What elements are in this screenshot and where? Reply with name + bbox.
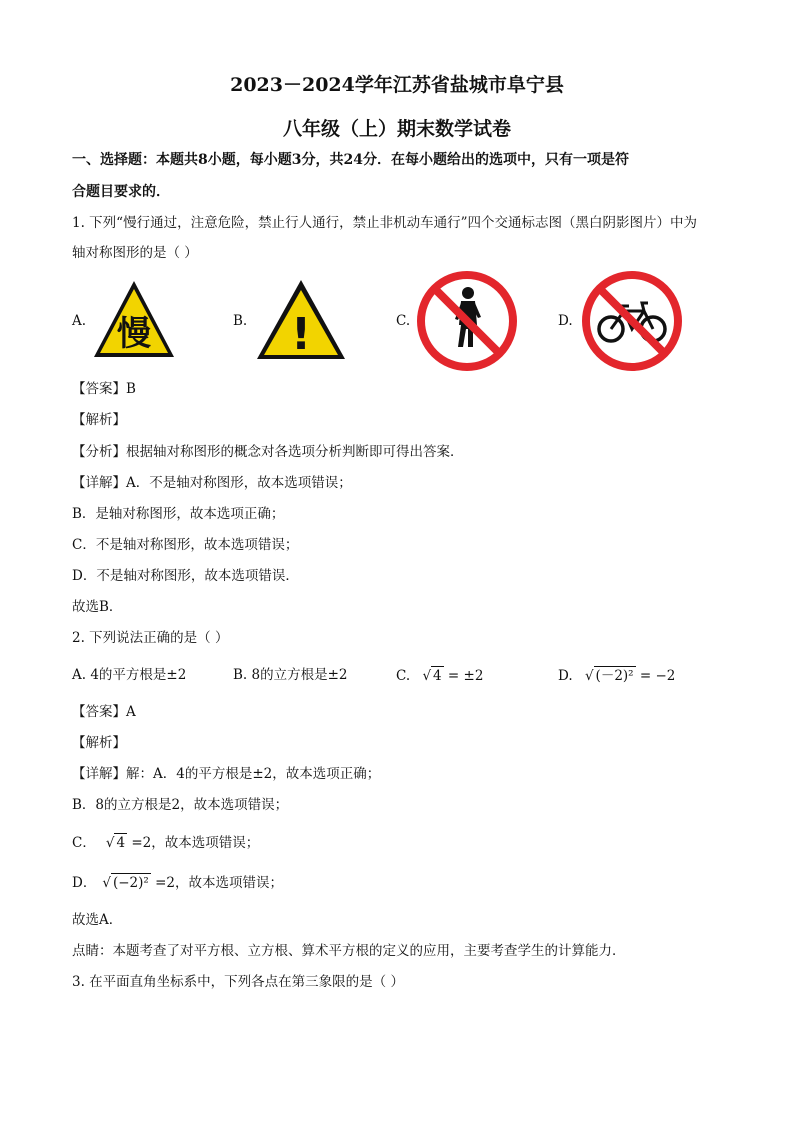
title-line-1: 2023－2024学年江苏省盐城市阜宁县 [230,74,564,96]
no-pedestrian-sign-icon [417,271,517,371]
slow-down-sign-icon [90,277,178,362]
q1-analysis-heading: 【解析】 [72,412,126,428]
q2-detail-d: D． √ (−2)² =2，故本选项错误； [72,875,283,891]
q1-detail: 【详解】A．不是轴对称图形，故本选项错误； [72,475,352,491]
q1-option-b-label: B. [233,313,248,329]
q1-answer: 【答案】B [72,381,136,397]
q1-choose: 故选B． [72,599,123,615]
q1-option-a-label: A. [72,313,87,329]
sign-b-char: ! [290,309,312,360]
q1-detail-b: B．是轴对称图形，故本选项正确； [72,506,285,522]
q2-option-c: C. √ 4 = ±2 [396,668,484,684]
no-bicycle-sign-icon [580,271,684,371]
q2-option-a: A. 4的平方根是±2 [72,667,187,683]
q2-detail-c: C． √ 4 =2，故本选项错误； [72,835,260,851]
q1-detail-d: D．不是轴对称图形，故本选项错误． [72,568,299,584]
q1-fenxi: 【分析】根据轴对称图形的概念对各选项分析判断即可得出答案． [72,444,464,460]
section-heading-line-2: 合题目要求的． [72,184,170,200]
sqrt-symbol: √ (－2)² [584,668,634,684]
q2-stem: 2. 下列说法正确的是（ ） [72,630,229,646]
q2-option-d: D. √ (－2)² = −2 [558,668,676,684]
q1-option-c-label: C. [396,313,411,329]
q1-detail-c: C．不是轴对称图形，故本选项错误； [72,537,299,553]
q1-stem-line-2: 轴对称图形的是（ ） [72,245,198,261]
sign-a-char: 慢 [117,314,151,354]
q2-comment: 点睛：本题考查了对平方根、立方根、算术平方根的定义的应用，主要考查学生的计算能力． [72,943,626,959]
q2-answer: 【答案】A [72,704,136,720]
sqrt-symbol: √ 4 [105,835,126,851]
title-line-2: 八年级（上）期末数学试卷 [282,118,511,140]
q2-detail: 【详解】解：A．4的平方根是±2，故本选项正确； [72,766,381,782]
warning-sign-icon [254,277,348,362]
section-heading-line-1: 一、选择题：本题共8小题，每小题3分，共24分．在每小题给出的选项中，只有一项是符 [72,152,629,168]
q3-stem: 3. 在平面直角坐标系中，下列各点在第三象限的是（ ） [72,974,404,990]
q2-option-b: B. 8的立方根是±2 [233,667,348,683]
q2-analysis-heading: 【解析】 [72,735,126,751]
sqrt-symbol: √ 4 [422,668,442,684]
q2-detail-b: B．8的立方根是2，故本选项错误； [72,797,289,813]
q1-stem-line-1: 1. 下列“慢行通过，注意危险，禁止行人通行，禁止非机动车通行”四个交通标志图（黑白阴影图片）中为 [72,215,697,231]
q1-option-d-label: D. [558,313,573,329]
q2-choose: 故选A． [72,912,123,928]
sqrt-symbol: √ (−2)² [102,875,149,891]
